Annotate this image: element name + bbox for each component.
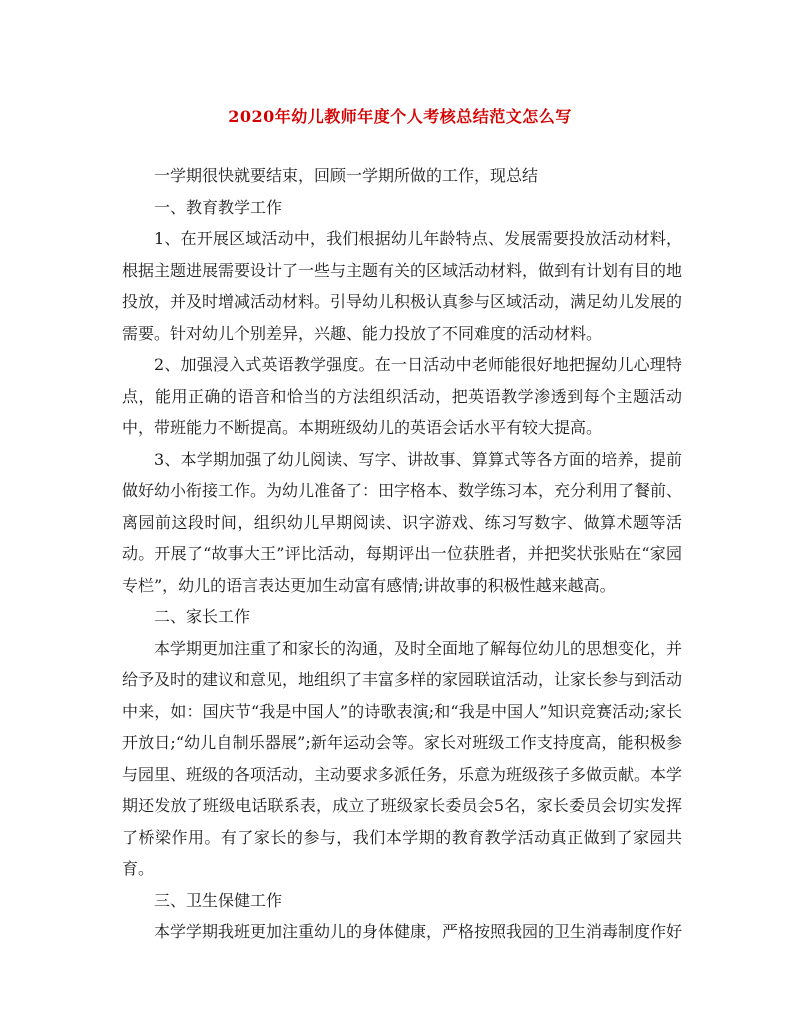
- section-heading-parents: 二、家长工作: [154, 607, 251, 626]
- section-heading-health: 三、卫生保健工作: [154, 890, 283, 910]
- paragraph-area-activities: 1、在开展区域活动中，我们根据幼儿年龄特点、发展需要投放活动材料，根据主题进展需要设计了一些与主题有关的区域活动材料，做到有计划有目的地投放，并及时增减活动材料。引导幼儿积极认真参与区域活动，满足幼儿发展的需要。针对幼儿个别差异，兴趣、能力投放了不同难度的活动材料。: [122, 229, 683, 343]
- paragraph-english-teaching: 2、加强浸入式英语教学强度。在一日活动中老师能很好地把握幼儿心理特点，能用正确的语音和恰当的方法组织活动，把英语教学渗透到每个主题活动中，带班能力不断提高。本期班级幼儿的英语会话水平有较大提高。: [122, 355, 682, 437]
- paragraph-parent-communication: 本学期更加注重了和家长的沟通，及时全面地了解每位幼儿的思想变化，并给予及时的建议和意见，地组织了丰富多样的家园联谊活动，让家长参与到活动中来，如：国庆节“我是中国人”的诗歌表演;和“我是中国人”知识竞赛活动;家长开放日;“幼儿自制乐器展”;新年运动会等。家长对班级工作支持度高，能积极参与园里、班级的各项活动，主动要求多派任务，乐意为班级孩子多做贡献。本学期还发放了班级电话联系表，成立了班级家长委员会5名，家长委员会切实发挥了桥梁作用。有了家长的参与，我们本学期的教育教学活动真正做到了家园共育。: [122, 638, 683, 878]
- intro-paragraph: 一学期很快就要结束，回顾一学期所做的工作，现总结: [154, 166, 539, 185]
- paragraph-health-care: 本学学期我班更加注重幼儿的身体健康，严格按照我园的卫生消毒制度作好: [154, 922, 683, 941]
- document-body: [122, 160, 682, 948]
- document-title: 2020年幼儿教师年度个人考核总结范文怎么写: [228, 107, 572, 126]
- section-heading-teaching: 一、教育教学工作: [154, 197, 283, 217]
- paragraph-reading-writing: 3、本学期加强了幼儿阅读、写字、讲故事、算算式等各方面的培养，提前做好幼小衔接工作。为幼儿准备了：田字格本、数学练习本，充分利用了餐前、离园前这段时间，组织幼儿早期阅读、识字游戏、练习写数字、做算术题等活动。开展了“故事大王”评比活动，每期评出一位获胜者，并把奖状张贴在“家园专栏”，幼儿的语言表达更加生动富有感情;讲故事的积极性越来越高。: [122, 449, 683, 595]
